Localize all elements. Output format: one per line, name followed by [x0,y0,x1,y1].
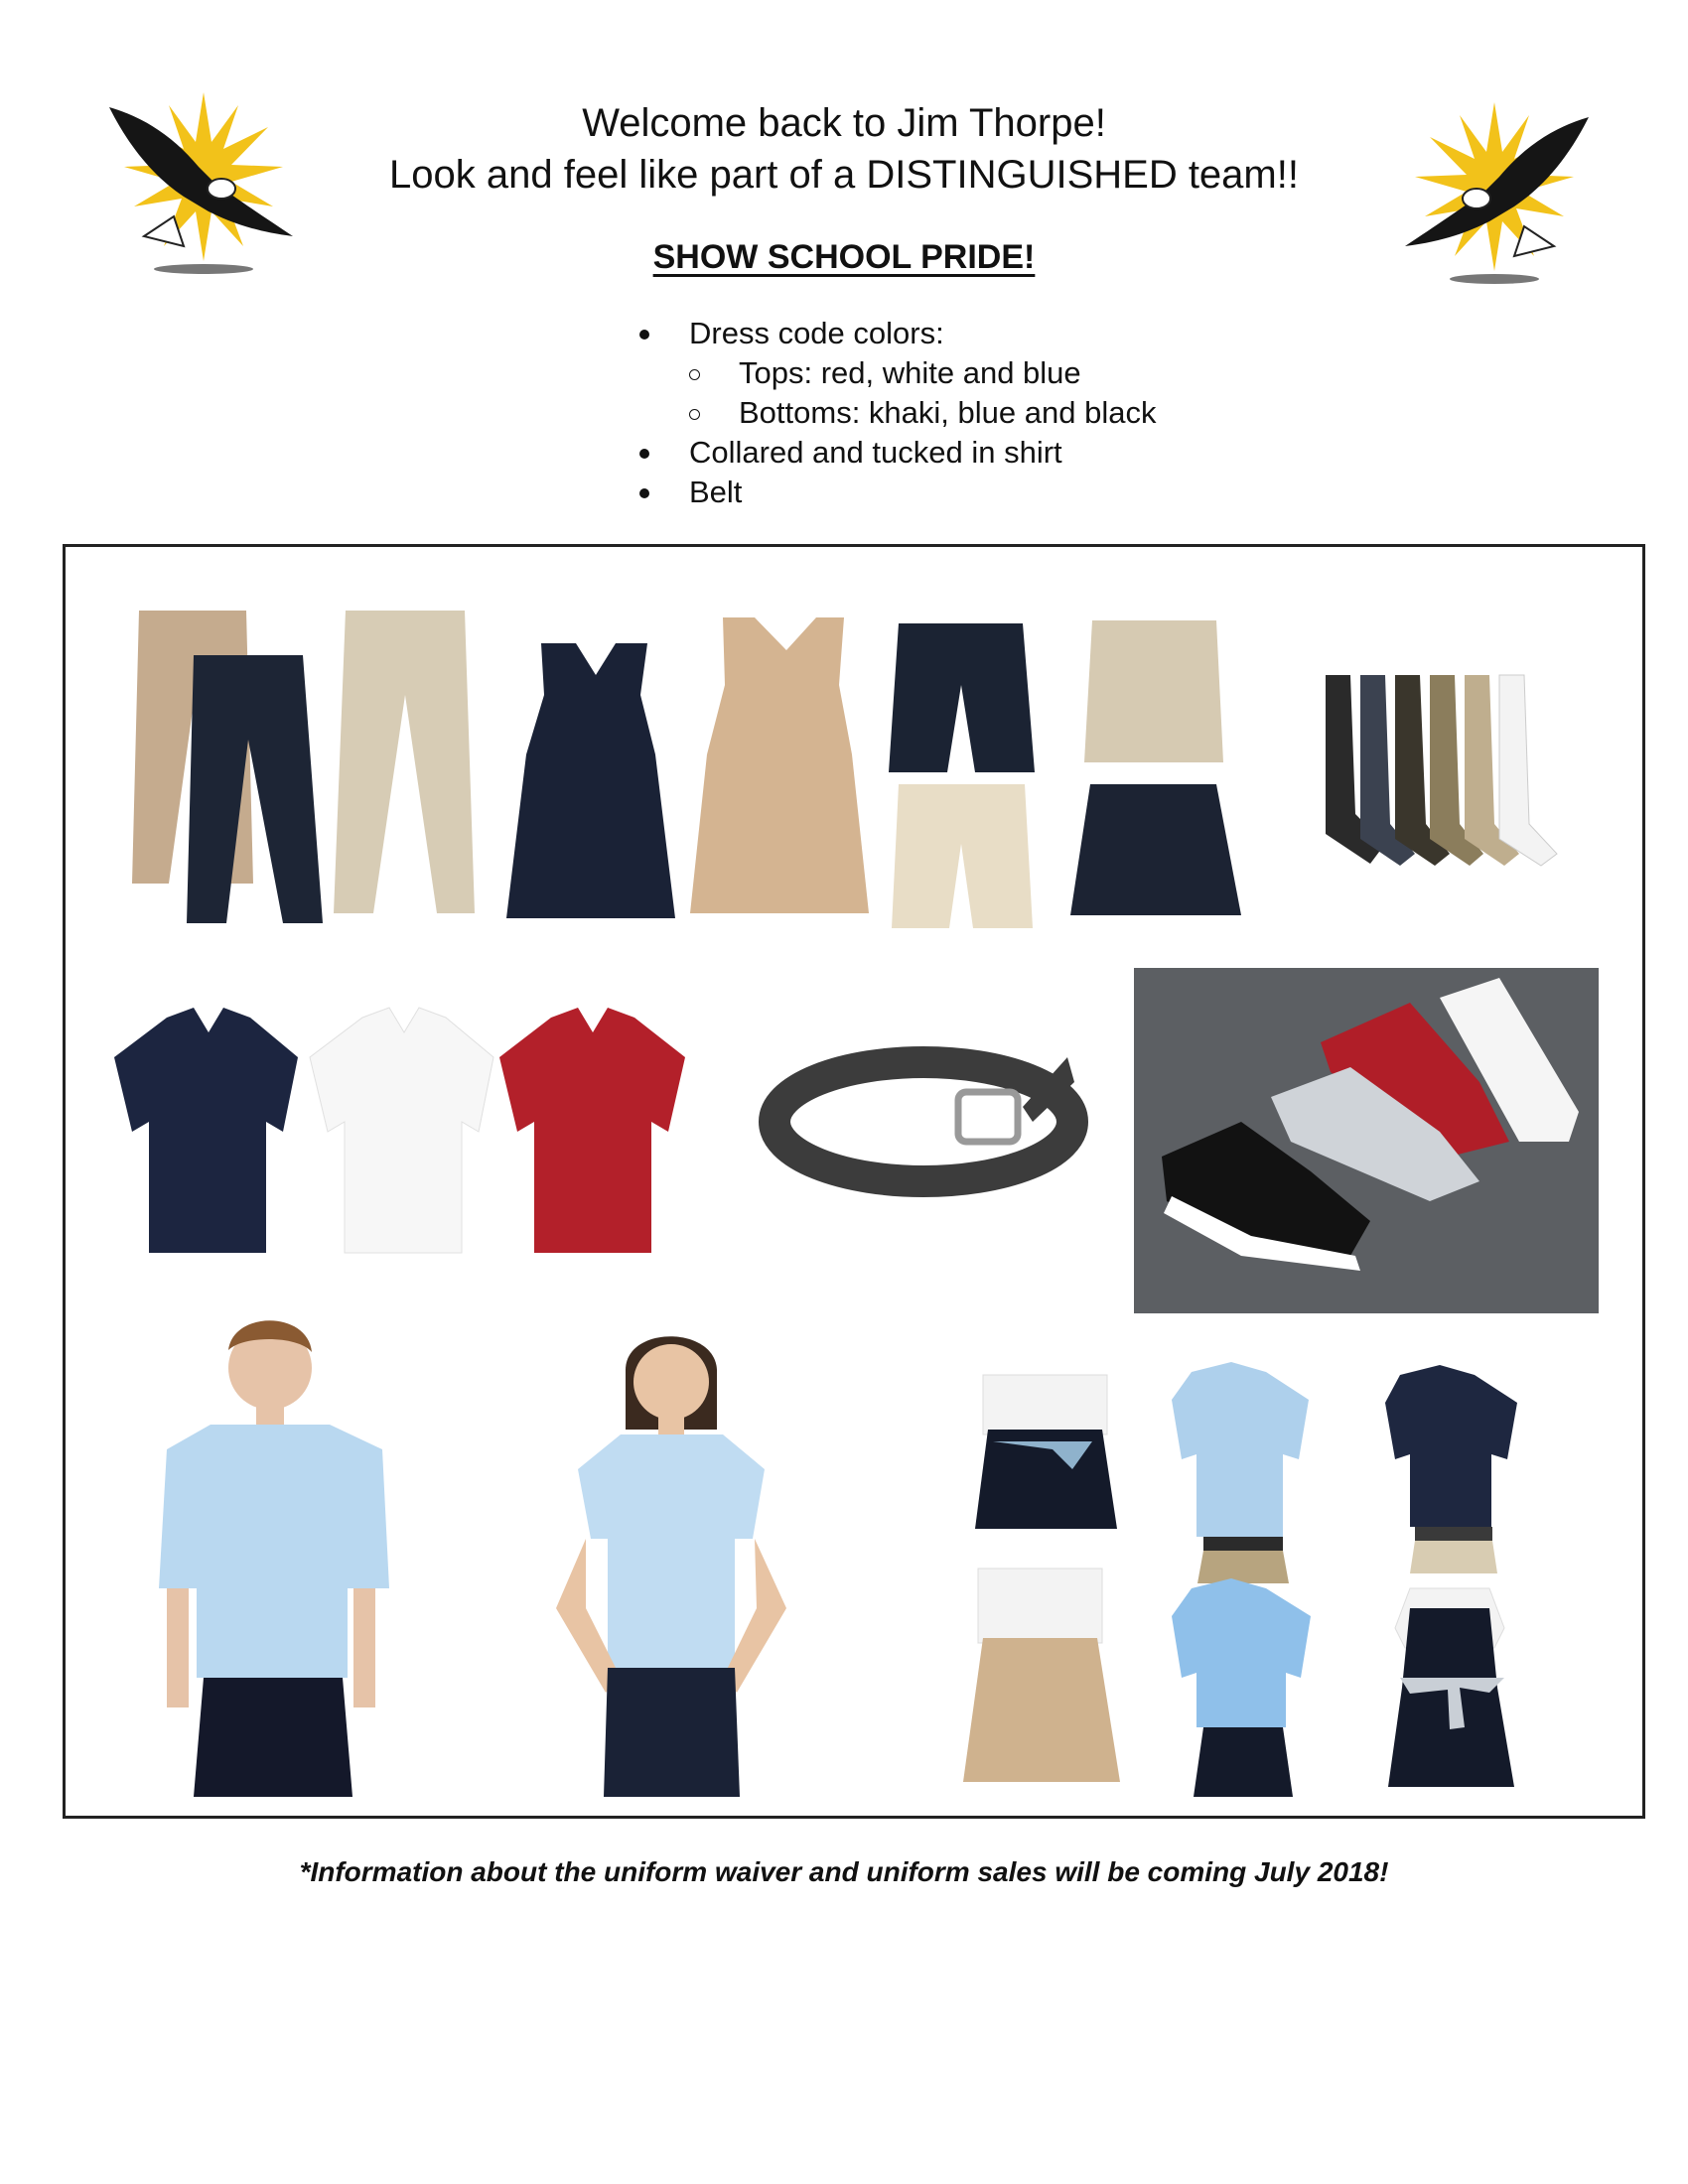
navy-skort-image [1070,784,1241,915]
girl-model-image [556,1336,786,1797]
list-item: Tops: red, white and blue [689,353,1156,393]
list-item: Belt [635,473,1156,512]
navy-polo-image [114,1008,298,1253]
navy-skirt-mannequin-image [975,1375,1117,1529]
uniform-info-footer: *Information about the uniform waiver and uniform sales will be coming July 2018! [299,1856,1389,1887]
khaki-skirt-mannequin-image [963,1569,1120,1782]
blue-blouse-mannequin-image [1172,1578,1311,1797]
sneakers-image [1134,968,1599,1313]
red-polo-image [499,1008,685,1253]
navy-jeans-image [187,655,323,923]
navy-jumper-image [506,643,675,918]
welcome-line-1: Welcome back to Jim Thorpe! [582,101,1106,145]
show-school-pride-heading: SHOW SCHOOL PRIDE! [652,238,1036,276]
navy-polo-mannequin-image [1385,1365,1517,1573]
khaki-jumper-image [690,617,869,913]
list-item: Bottoms: khaki, blue and black [689,393,1156,433]
socks-image [1326,675,1557,866]
dress-code-colors-label: Dress code colors: [689,316,944,350]
boy-model-image [159,1320,389,1797]
light-blue-polo-mannequin-image [1172,1362,1309,1583]
white-polo-image [310,1008,493,1253]
belt-image [774,1057,1074,1181]
navy-jumper-mannequin-image [1388,1588,1514,1787]
welcome-line-2: Look and feel like part of a DISTINGUISHED team!! [389,153,1299,197]
khaki-pants-image [334,611,475,913]
khaki-shorts-image [892,784,1033,928]
list-item: Collared and tucked in shirt [635,433,1156,473]
navy-shorts-image [889,623,1035,772]
khaki-skirt-image [1084,620,1223,762]
